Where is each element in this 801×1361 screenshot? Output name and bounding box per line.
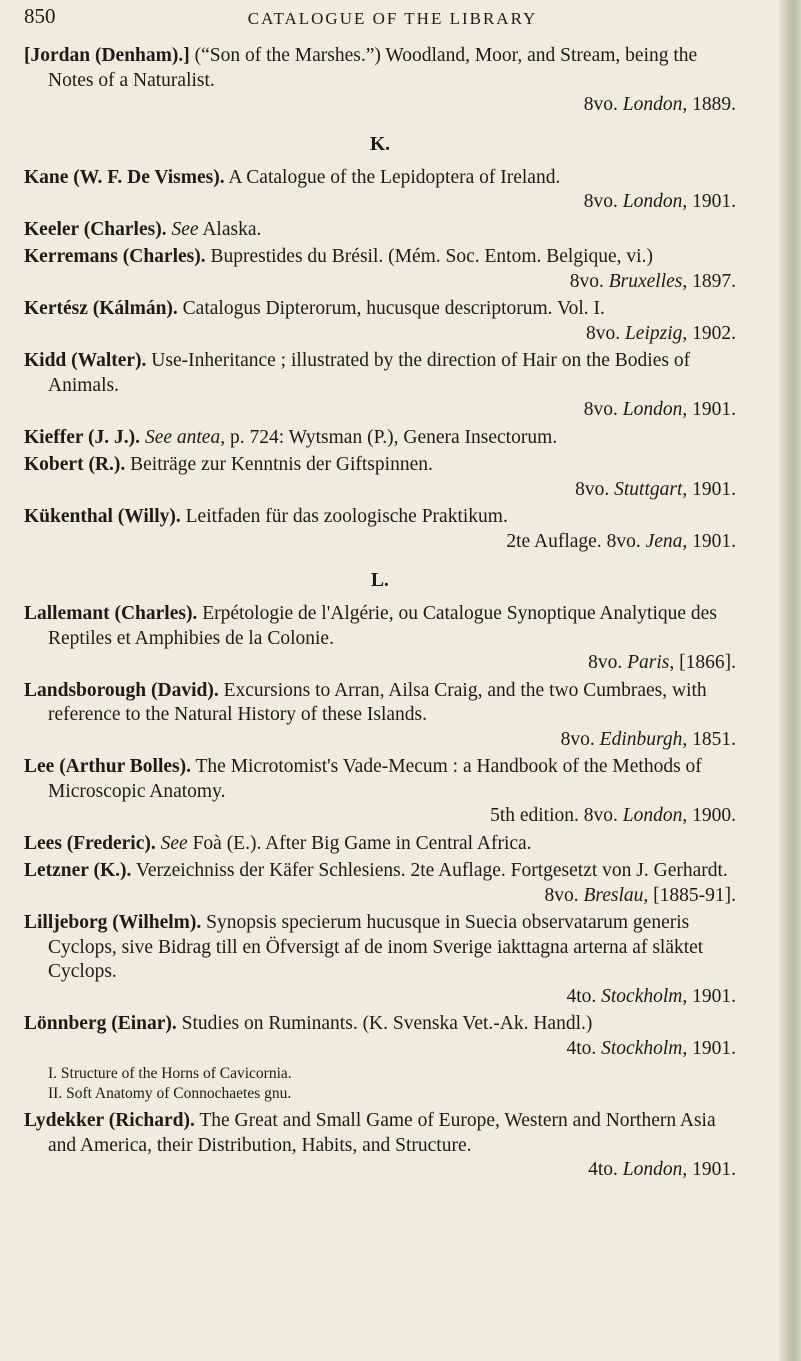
entry-author: Lydekker (Richard). (24, 1110, 195, 1131)
catalogue-entry (24, 1109, 736, 1183)
year: 1901. (692, 191, 736, 212)
see-reference: See (160, 832, 188, 854)
catalogue-entry (24, 602, 736, 676)
publication-details: 8vo. London, 1889. (583, 94, 736, 115)
entry-author: Lönnberg (Einar). (24, 1013, 177, 1034)
year: [1866]. (679, 652, 736, 673)
catalogue-entry (24, 505, 736, 554)
entry-author: Kertész (Kálmán). (24, 298, 178, 319)
publication-details: 8vo. Edinburgh, 1851. (560, 728, 736, 750)
publication-details: 4to. Stockholm, 1901. (566, 985, 736, 1007)
entry-author: Kobert (R.). (24, 454, 126, 475)
place: Stockholm (601, 1037, 683, 1059)
edition: 2te Auflage. (506, 530, 602, 552)
see-reference: See antea (144, 426, 221, 448)
entry-title: Foà (E.). After Big Game in Central Africa. (187, 832, 532, 854)
entry-title: Alaska. (198, 218, 262, 240)
entry-title: Beiträge zur Kenntnis der Giftspinnen. (125, 454, 433, 475)
publication-details: 8vo. London, 1901. (583, 399, 736, 420)
publication-details: 8vo. Bruxelles, 1897. (569, 270, 736, 292)
edition: 5th edition. (490, 805, 579, 826)
place: London (622, 1159, 683, 1180)
year: 1889. (692, 94, 736, 115)
publication-details: 2te Auflage. 8vo. Jena, 1901. (506, 530, 736, 552)
year: 1897. (692, 270, 736, 292)
entry-title: Synopsis specierum hucusque in Suecia observatarum generis Cyclops, sive Bidrag till en Öfversigt af de inom Sverige iakttagna arterna af släktet Cyclops. (48, 912, 704, 982)
entry-author: Lilljeborg (Wilhelm). (24, 912, 202, 933)
place: Leipzig (624, 322, 683, 344)
catalogue-entry (24, 218, 736, 243)
year: [1885-91]. (653, 884, 736, 906)
place: London (622, 805, 683, 826)
place: Jena (645, 530, 683, 552)
see-reference: See (171, 218, 199, 240)
contents-item: I. Structure of the Horns of Cavicornia. (48, 1065, 292, 1082)
publication-details: 8vo. Stuttgart, 1901. (575, 478, 736, 500)
format: 8vo. (588, 652, 623, 673)
format: 8vo. (583, 94, 618, 115)
format: 8vo. (560, 728, 595, 750)
entry-author: Lee (Arthur Bolles). (24, 756, 191, 777)
page-edge (779, 0, 801, 1361)
entry-title: (“Son of the Marshes.”) Woodland, Moor, and Stream, being the Notes of a Naturalist. (48, 45, 698, 91)
year: 1901. (692, 1159, 736, 1180)
catalogue-entry (24, 911, 736, 1009)
publication-details: 8vo. London, 1901. (583, 191, 736, 212)
entry-title: Studies on Ruminants. (K. Svenska Vet.-Ak. Handl.) (176, 1013, 593, 1034)
catalogue-entry (24, 453, 736, 502)
entry-title: , p. 724: Wytsman (P.), Genera Insectorum. (220, 426, 558, 448)
entry-title: Use-Inheritance ; illustrated by the direction of Hair on the Bodies of Animals. (48, 350, 691, 396)
publication-details: 4to. London, 1901. (588, 1159, 736, 1180)
entry-contents (24, 1064, 736, 1104)
entry-author: Kidd (Walter). (24, 350, 147, 371)
place: Stuttgart (614, 478, 683, 500)
entry-title: Catalogus Dipterorum, hucusque descriptorum. Vol. I. (177, 298, 605, 319)
place: London (622, 191, 683, 212)
format: 8vo. (575, 478, 610, 500)
section-heading: K. (369, 133, 391, 155)
format: 8vo. (583, 805, 618, 826)
format: 4to. (566, 1037, 597, 1059)
format: 4to. (588, 1159, 618, 1180)
entry-author: Lallemant (Charles). (24, 603, 198, 624)
entry-author: Letzner (K.). (24, 860, 132, 881)
entry-title: The Great and Small Game of Europe, Western and Northern Asia and America, their Distribution, Habits, and Structure. (48, 1110, 716, 1156)
year: 1902. (692, 322, 736, 344)
year: 1851. (692, 728, 736, 750)
catalogue-entry (24, 755, 736, 829)
place: Stockholm (601, 985, 683, 1007)
section-heading: L. (371, 570, 389, 591)
entry-author: [Jordan (Denham).] (24, 45, 190, 66)
format: 8vo. (569, 270, 604, 292)
entry-title: Leitfaden für das zoologische Praktikum. (180, 506, 508, 527)
format: 8vo. (606, 530, 641, 552)
publication-details: 8vo. Breslau, [1885-91]. (544, 884, 736, 906)
publication-details: 5th edition. 8vo. London, 1900. (490, 805, 736, 826)
place: London (622, 94, 683, 115)
format: 8vo. (585, 322, 621, 344)
page-number: 850 (24, 4, 56, 28)
entry-title: Excursions to Arran, Ailsa Craig, and the two Cumbraes, with reference to the Natural History of these Islands. (48, 679, 707, 725)
place: Bruxelles (608, 270, 683, 292)
contents-item: II. Soft Anatomy of Connochaetes gnu. (48, 1085, 292, 1102)
year: 1901. (692, 399, 736, 420)
catalogue-entry (24, 832, 736, 857)
entry-title: A Catalogue of the Lepidoptera of Ireland. (224, 166, 561, 188)
catalogue-entry (24, 426, 736, 451)
format: 4to. (566, 985, 597, 1007)
catalogue-entry (24, 349, 736, 423)
place: London (622, 399, 683, 420)
entry-title: Buprestides du Brésil. (Mém. Soc. Entom. Belgique, vi.) (205, 246, 653, 267)
running-title: CATALOGUE OF THE LIBRARY (247, 9, 538, 28)
format: 8vo. (583, 399, 618, 420)
entry-author: Keeler (Charles). (24, 218, 167, 240)
catalogue-entry (24, 679, 736, 753)
catalogue-entry (24, 44, 736, 118)
catalogue-entry (24, 1012, 736, 1061)
entry-title: The Microtomist's Vade-Mecum : a Handbook of the Methods of Microscopic Anatomy. (48, 756, 702, 802)
year: 1901. (692, 1037, 736, 1059)
entry-author: Kükenthal (Willy). (24, 506, 181, 527)
page-header (24, 4, 761, 34)
publication-details: 4to. Stockholm, 1901. (566, 1037, 736, 1059)
publication-details: 8vo. Paris, [1866]. (588, 652, 736, 673)
place: Paris (627, 652, 670, 673)
publication-details: 8vo. Leipzig, 1902. (585, 322, 736, 344)
entry-author: Kieffer (J. J.). (24, 426, 141, 448)
catalogue-entry (24, 297, 736, 346)
place: Breslau (583, 884, 644, 906)
catalogue-entry (24, 859, 736, 908)
entry-author: Kane (W. F. De Vismes). (24, 166, 225, 188)
entry-author: Landsborough (David). (24, 679, 219, 701)
entry-author: Lees (Frederic). (24, 832, 156, 854)
year: 1900. (692, 805, 736, 826)
catalogue-entries (24, 44, 736, 1186)
year: 1901. (692, 530, 736, 552)
place: Edinburgh (599, 728, 683, 750)
year: 1901. (692, 478, 736, 500)
entry-title: Erpétologie de l'Algérie, ou Catalogue Synoptique Analytique des Reptiles et Amphibies de la Colonie. (48, 603, 717, 649)
catalogue-entry (24, 245, 736, 294)
format: 8vo. (583, 191, 618, 212)
entry-author: Kerremans (Charles). (24, 246, 206, 267)
year: 1901. (692, 985, 736, 1007)
entry-title: Verzeichniss der Käfer Schlesiens. 2te Auflage. Fortgesetzt von J. Gerhardt. (131, 860, 728, 881)
catalogue-entry (24, 166, 736, 215)
format: 8vo. (544, 884, 579, 906)
